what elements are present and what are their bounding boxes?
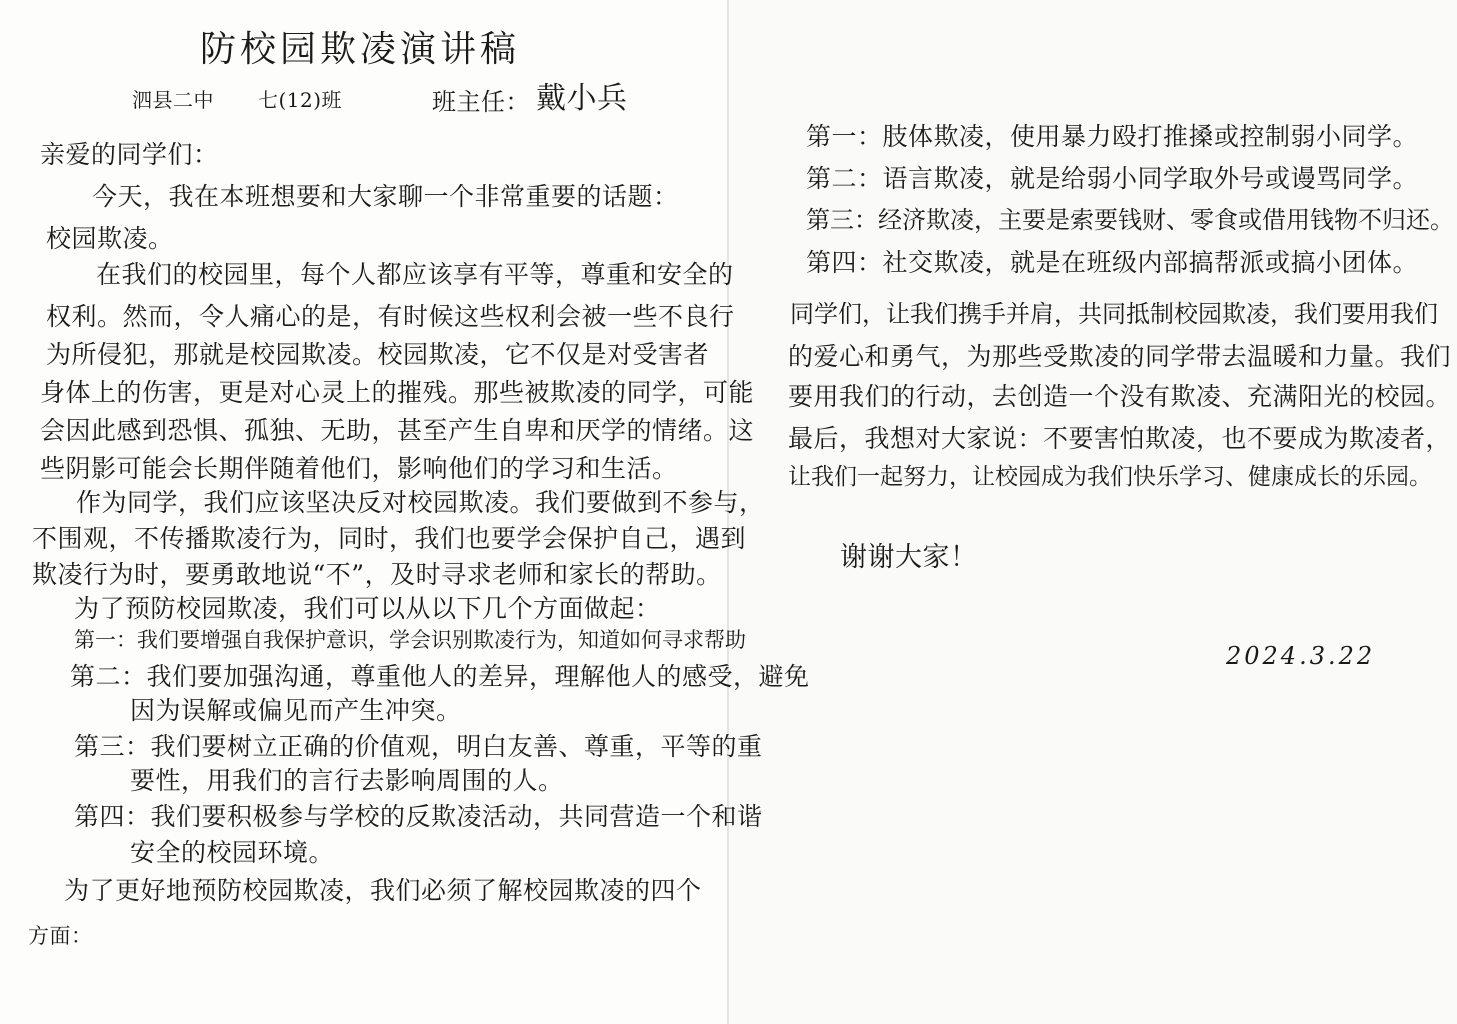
text-line: 第三：我们要树立正确的价值观，明白友善、尊重，平等的重 <box>74 732 763 761</box>
text-line: 因为误解或偏见而产生冲突。 <box>130 696 462 725</box>
school-name: 泗县二中 <box>132 88 214 112</box>
text-line: 第二：我们要加强沟通，尊重他人的差异，理解他人的感受，避免 <box>70 662 810 691</box>
text-line: 第一：肢体欺凌，使用暴力殴打推搡或控制弱小同学。 <box>806 122 1419 151</box>
document-date: 2024.3.22 <box>1226 642 1376 670</box>
text-line: 同学们，让我们携手并肩，共同抵制校园欺凌，我们要用我们 <box>790 300 1438 328</box>
text-line: 为了更好地预防校园欺凌，我们必须了解校园欺凌的四个 <box>64 876 702 905</box>
text-line: 身体上的伤害，更是对心灵上的摧残。那些被欺凌的同学，可能 <box>40 378 755 407</box>
text-line: 的爱心和勇气，为那些受欺凌的同学带去温暖和力量。我们 <box>788 342 1452 371</box>
text-line: 要用我们的行动，去创造一个没有欺凌、充满阳光的校园。 <box>788 382 1452 411</box>
class-name: 七(12)班 <box>258 88 343 112</box>
text-line: 不围观，不传播欺凌行为，同时，我们也要学会保护自己，遇到 <box>32 524 747 553</box>
text-line: 第三：经济欺凌，主要是索要钱财、零食或借用钱物不归还。 <box>806 206 1454 234</box>
text-line: 作为同学，我们应该坚决反对校园欺凌。我们要做到不参与， <box>76 488 765 517</box>
text-line: 要性，用我们的言行去影响周围的人。 <box>130 766 564 795</box>
text-line: 权利。然而，令人痛心的是，有时候这些权利会被一些不良行 <box>46 302 735 331</box>
text-line: 为了预防校园欺凌，我们可以从以下几个方面做起： <box>74 594 661 623</box>
text-line: 安全的校园环境。 <box>130 838 335 867</box>
text-line: 第四：社交欺凌，就是在班级内部搞帮派或搞小团体。 <box>806 248 1419 277</box>
closing-thanks: 谢谢大家！ <box>840 542 978 573</box>
text-line: 第四：我们要积极参与学校的反欺凌活动，共同营造一个和谐 <box>74 802 763 831</box>
text-line: 亲爱的同学们： <box>40 140 219 169</box>
text-line: 最后，我想对大家说：不要害怕欺凌，也不要成为欺凌者， <box>788 424 1452 453</box>
text-line: 方面： <box>28 924 93 948</box>
text-line: 在我们的校园里，每个人都应该享有平等，尊重和安全的 <box>96 260 734 289</box>
text-line: 欺凌行为时，要勇敢地说“不”，及时寻求老师和家长的帮助。 <box>32 560 722 589</box>
text-line: 让我们一起努力，让校园成为我们快乐学习、健康成长的乐园。 <box>788 464 1432 490</box>
teacher-label: 班主任： <box>432 88 530 116</box>
text-line: 些阴影可能会长期伴随着他们，影响他们的学习和生活。 <box>40 454 678 483</box>
teacher-signature: 戴小兵 <box>536 81 628 116</box>
text-line: 会因此感到恐惧、孤独、无助，甚至产生自卑和厌学的情绪。这 <box>40 416 755 445</box>
text-line: 第二：语言欺凌，就是给弱小同学取外号或谩骂同学。 <box>806 164 1419 193</box>
text-line: 校园欺凌。 <box>46 224 174 253</box>
text-line: 第一：我们要增强自我保护意识，学会识别欺凌行为，知道如何寻求帮助 <box>74 628 746 652</box>
document-title: 防校园欺凌演讲稿 <box>200 29 521 70</box>
text-line: 为所侵犯，那就是校园欺凌。校园欺凌，它不仅是对受害者 <box>46 340 710 369</box>
right-page <box>728 0 1457 1024</box>
text-line: 今天，我在本班想要和大家聊一个非常重要的话题： <box>92 182 679 211</box>
